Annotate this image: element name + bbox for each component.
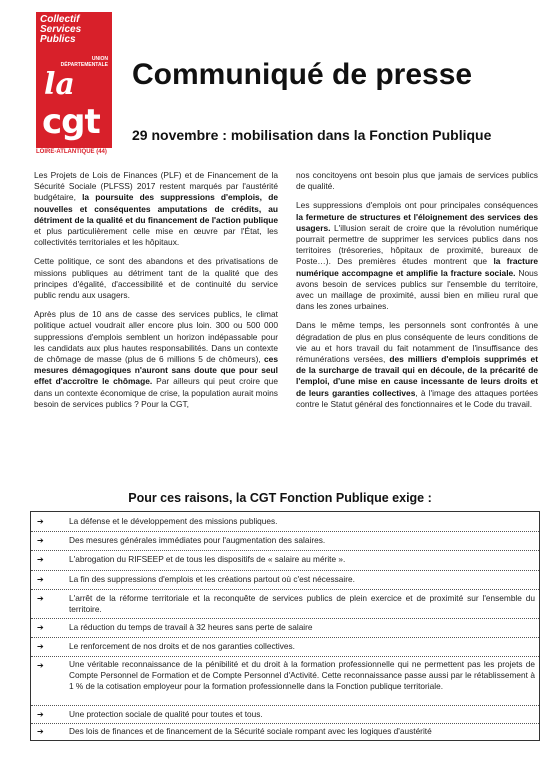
left-p3-c: Par ailleurs qui peut croire que dans un contexte économique de crise, la population aurait moins besoin de services publics ? Pour la CGT, — [34, 376, 279, 409]
arrow-icon: ➔ — [37, 710, 44, 719]
logo-line1: Collectif — [40, 14, 80, 25]
left-paragraph-3 — [34, 309, 278, 410]
logo-la: la — [44, 67, 75, 102]
demand-text: Des lois de finances et de financement de la Sécurité sociale rompant avec les logiques d'austérité — [69, 726, 432, 736]
demand-text: Une véritable reconnaissance de la pénibilité et du droit à la formation professionnelle qui ne permettent pas les projets de Compte Personnel de Formation et de Compte Personnel d'Activité. Cette reconnaissance passe aussi par le rétablissement à 1 % de la cotisation employeur pour la formation professionnelle dans la Fonction publique territoriale. — [69, 659, 535, 691]
right-p3-bold: des milliers d'emplois supprimés et de la surcharge de travail qui en découle, de la précarité de l'emploi, d'une mise en cause incessante de leurs droits et de leurs garanties collectives — [296, 354, 539, 398]
right-p2-c: L'illusion serait de croire que la révolution numérique pourrait permettre de supprimer les services publics dans nos territoires (trésoreries, hôpitaux de proximité, bureaux de Poste…). Des premières études montrent que — [296, 222, 538, 267]
logo-union2: DÉPARTEMENTALE — [60, 62, 108, 68]
right-paragraph-3 — [296, 320, 538, 410]
demand-item-1 — [31, 512, 539, 532]
demand-item-5 — [31, 589, 539, 619]
right-p3-c: , à l'image des attaques portées contre le Statut général des fonctionnaires et le Code du travail. — [296, 387, 538, 409]
demand-text: Des mesures générales immédiates pour l'augmentation des salaires. — [69, 535, 326, 545]
arrow-icon: ➔ — [37, 517, 44, 526]
demands-heading: Pour ces raisons, la CGT Fonction Publique exige : — [128, 491, 432, 505]
demand-text: La fin des suppressions d'emplois et les créations partout où c'est nécessaire. — [69, 574, 355, 584]
demands-box — [30, 511, 540, 741]
right-p2-bold-2: la fracture numérique accompagne et amplifie la fracture sociale. — [296, 256, 538, 278]
demand-text: Une protection sociale de qualité pour toutes et tous. — [69, 709, 263, 719]
left-p1-a: Les Projets de Lois de Finances (PLF) et de Financement de la Sécurité Sociale (PLFSS) 2017 restent marqués par l'austérité budgétaire, — [34, 170, 278, 203]
left-p3-a: Après plus de 10 ans de casse des services publics, le climat politique actuel voudrait aller encore plus loin. 300 ou 500 000 suppressions d'emplois semblent un horizon indépassable pour les candidats aux plus hautes responsabilités. Dans un contexte de chômage de masse (plus de 6 millions 5 de chômeurs), — [34, 309, 278, 365]
right-p2-bold-1: la fermeture de structures et l'éloignement des services des usagers. — [296, 211, 538, 233]
left-p1-c: et plus particulièrement celle mise en œuvre par l'État, les collectivités territoriales et les hôpitaux. — [34, 226, 278, 248]
arrow-icon: ➔ — [37, 661, 44, 670]
left-paragraph-1 — [34, 170, 278, 248]
demand-item-4 — [31, 570, 539, 590]
demand-text: L'abrogation du RIFSEEP et de tous les dispositifs de « salaire au mérite ». — [69, 554, 346, 564]
logo-red-block — [36, 12, 112, 148]
arrow-icon: ➔ — [37, 555, 44, 564]
logo-line3: Publics — [40, 34, 76, 45]
right-p2-e: Nous avons besoin de services publics sur l'ensemble du territoire, avec un maillage de proximité, aussi bien en milieu rural que dans les zones urbaines. — [296, 267, 538, 312]
arrow-icon: ➔ — [37, 623, 44, 632]
right-paragraph-2 — [296, 200, 538, 312]
page-subtitle: 29 novembre : mobilisation dans la Fonction Publique — [132, 127, 492, 143]
logo-cgt: cgt — [42, 102, 100, 142]
right-paragraph-1: nos concitoyens ont besoin plus que jamais de services publics de qualité. — [296, 170, 538, 192]
right-p2-a: Les suppressions d'emplois ont pour principales conséquences — [296, 200, 538, 211]
demand-text: L'arrêt de la réforme territoriale et la reconquête de services publics de plein exercice et de proximité sur l'ensemble du territoire. — [69, 593, 535, 614]
right-p3-a: Dans le même temps, les personnels sont confrontés à une dégradation de plus en plus conséquente de leurs conditions de vie au et hors travail du fait notamment de l'insuffisance des rémunérations versées, — [296, 320, 538, 365]
demand-text: La réduction du temps de travail à 32 heures sans perte de salaire — [69, 622, 313, 632]
logo-line2: Services — [40, 24, 82, 35]
right-column — [296, 170, 538, 418]
demand-item-3 — [31, 550, 539, 571]
demand-item-10 — [31, 723, 539, 740]
demand-item-6 — [31, 618, 539, 638]
demand-text: Le renforcement de nos droits et de nos garanties collectives. — [69, 641, 295, 651]
page-title: Communiqué de presse — [132, 58, 473, 91]
demand-item-7 — [31, 637, 539, 657]
arrow-icon: ➔ — [37, 642, 44, 651]
left-paragraph-2: Cette politique, ce sont des abandons et des privatisations de missions publiques au détriment tant de la qualité que des principes d'égalité, d'accessibilité et de continuité du service public rendu aux usagers. — [34, 256, 278, 301]
demand-text: La défense et le développement des missions publiques. — [69, 516, 278, 526]
arrow-icon: ➔ — [37, 727, 44, 736]
demand-item-9 — [31, 705, 539, 724]
demand-item-2 — [31, 531, 539, 551]
demand-item-8 — [31, 656, 539, 706]
left-p3-bold: ces mesures démagogiques n'auront sans doute que pour seul effet d'accroître le chômage. — [34, 354, 278, 387]
left-column — [34, 170, 278, 418]
arrow-icon: ➔ — [37, 575, 44, 584]
arrow-icon: ➔ — [37, 536, 44, 545]
left-p1-bold: la poursuite des suppressions d'emplois, de nouvelles et conséquentes amputations de crédits, au détriment de la qualité et du financement de l'action publique — [34, 192, 278, 225]
logo-union1: UNION — [91, 56, 108, 62]
logo-region: LOIRE-ATLANTIQUE (44) — [36, 149, 107, 155]
logo-collectif-text — [40, 15, 81, 45]
arrow-icon: ➔ — [37, 594, 44, 603]
cgt-logo — [36, 12, 112, 160]
